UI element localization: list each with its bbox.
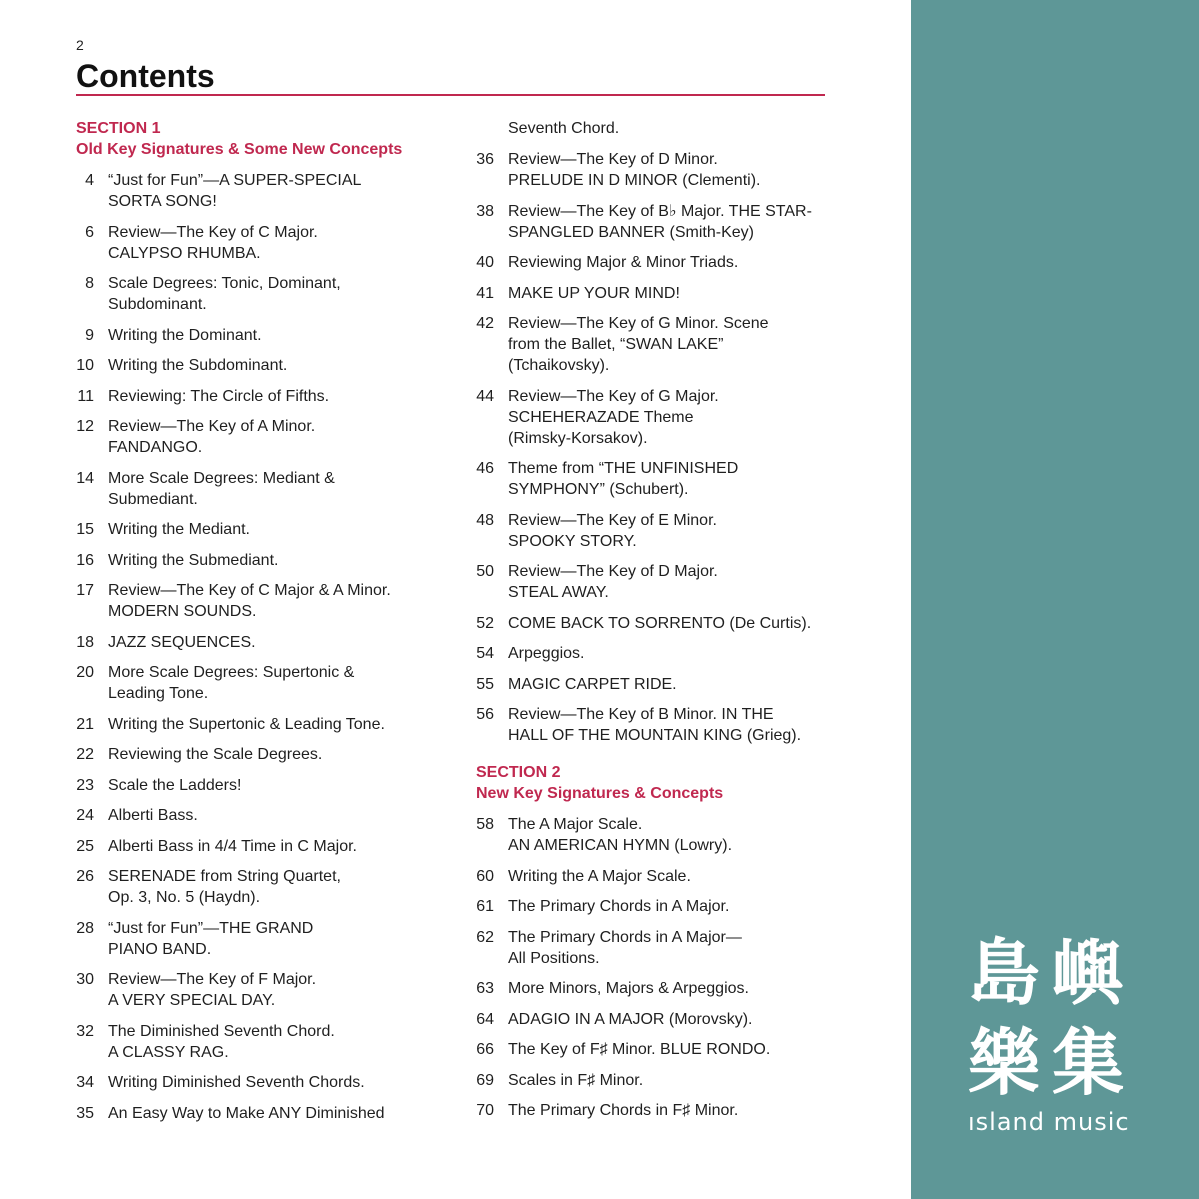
toc-entry: [76, 170, 436, 212]
toc-page-number: 46: [476, 460, 494, 477]
section-1-heading: [76, 118, 436, 160]
toc-page-number: 61: [476, 898, 494, 915]
toc-page-number: 41: [476, 284, 494, 302]
toc-entry: [476, 313, 856, 376]
page-title: Contents: [76, 58, 215, 94]
toc-page-number: 23: [76, 776, 94, 794]
toc-entry-title: The Diminished Seventh Chord. A CLASSY RAG.: [108, 1022, 335, 1061]
toc-entry-title: The A Major Scale. AN AMERICAN HYMN (Lowry).: [508, 816, 733, 854]
toc-entry-title: The Key of F♯ Minor. BLUE RONDO.: [508, 1041, 771, 1058]
toc-entry-title: Alberti Bass.: [108, 807, 198, 824]
toc-entry: [476, 896, 856, 917]
toc-entry-title: Review—The Key of F Major. A VERY SPECIAL DAY.: [108, 971, 317, 1009]
toc-entry: [476, 866, 856, 887]
toc-entry: [476, 283, 856, 304]
toc-page-number: 25: [76, 837, 94, 855]
toc-entry-title: JAZZ SEQUENCES.: [108, 633, 256, 651]
toc-entry-title: Scales in F♯ Minor.: [508, 1071, 644, 1089]
toc-page-number: 62: [476, 928, 494, 946]
logo-english: ısland music: [968, 1108, 1130, 1136]
toc-page-number: 70: [476, 1102, 494, 1119]
toc-entry: [476, 927, 856, 969]
toc-entry: [476, 252, 856, 273]
toc-entry: [76, 386, 436, 407]
toc-entry-title: Arpeggios.: [508, 645, 585, 662]
toc-entry: [476, 1070, 856, 1091]
toc-page-number: 17: [76, 582, 94, 599]
toc-list-right: [476, 149, 856, 746]
toc-page-number: 8: [85, 275, 94, 292]
logo-cjk-line-1: 島嶼: [968, 931, 1137, 1015]
toc-entry-title: SERENADE from String Quartet, Op. 3, No. 5 (Haydn).: [108, 868, 341, 906]
toc-entry: [476, 201, 856, 243]
toc-page-number: 15: [76, 521, 94, 538]
toc-page-number: 54: [476, 645, 494, 662]
toc-entry: [76, 325, 436, 346]
toc-entry: [476, 458, 856, 500]
toc-entry: [476, 978, 856, 999]
toc-page-number: 64: [476, 1010, 494, 1028]
toc-entry-title: The Primary Chords in A Major— All Positions.: [508, 928, 742, 967]
toc-entry-title: “Just for Fun”—A SUPER-SPECIAL SORTA SONG!: [108, 172, 362, 210]
toc-page-number: 30: [76, 971, 94, 988]
toc-page-number: 20: [76, 664, 94, 681]
toc-entry: [76, 222, 436, 264]
toc-entry-title: Writing Diminished Seventh Chords.: [108, 1074, 365, 1091]
toc-entry: [76, 632, 436, 653]
toc-entry-title: Review—The Key of G Minor. Scene from the Ballet, “SWAN LAKE” (Tchaikovsky).: [508, 315, 769, 374]
toc-entry: [76, 744, 436, 765]
toc-entry-title: More Minors, Majors & Arpeggios.: [508, 980, 749, 997]
toc-page-number: 10: [76, 357, 94, 374]
toc-entry: [76, 714, 436, 735]
toc-entry: [476, 814, 856, 856]
toc-page-number: 58: [476, 816, 494, 833]
toc-entry-title: Alberti Bass in 4/4 Time in C Major.: [108, 837, 357, 855]
toc-entry: [476, 704, 856, 746]
toc-entry-title: Review—The Key of C Major & A Minor. MODERN SOUNDS.: [108, 582, 391, 620]
toc-entry: [476, 510, 856, 552]
section-1-label: SECTION 1: [76, 120, 161, 137]
toc-page-number: 60: [476, 867, 494, 885]
toc-entry: [76, 1021, 436, 1063]
toc-entry: [76, 273, 436, 315]
toc-entry-title: Review—The Key of D Major. STEAL AWAY.: [508, 563, 718, 601]
toc-page-number: 26: [76, 868, 94, 885]
toc-entry-title: Review—The Key of G Major. SCHEHERAZADE Theme (Rimsky-Korsakov).: [508, 387, 719, 447]
toc-page-number: 38: [476, 202, 494, 220]
toc-entry-title: Reviewing the Scale Degrees.: [108, 746, 323, 763]
toc-entry-title: ADAGIO IN A MAJOR (Morovsky).: [508, 1010, 753, 1028]
toc-entry: [76, 662, 436, 704]
toc-entry: [476, 643, 856, 664]
toc-page-number: 21: [76, 715, 94, 733]
toc-entry: [76, 775, 436, 796]
toc-entry: [476, 613, 856, 634]
toc-entry: [476, 561, 856, 603]
toc-entry-title: An Easy Way to Make ANY Diminished: [108, 1104, 385, 1122]
toc-page-number: 18: [76, 633, 94, 651]
toc-left-column: [76, 118, 436, 1124]
toc-entry-title: Theme from “THE UNFINISHED SYMPHONY” (Schubert).: [508, 460, 739, 498]
toc-entry: [476, 1009, 856, 1030]
toc-entry-title: Writing the Submediant.: [108, 551, 279, 569]
toc-page-number: 28: [76, 919, 94, 937]
toc-page-number: 32: [76, 1022, 94, 1040]
toc-entry-title: Review—The Key of A Minor. FANDANGO.: [108, 418, 316, 456]
toc-entry: [476, 674, 856, 695]
toc-entry-title: Review—The Key of E Minor. SPOOKY STORY.: [508, 511, 717, 550]
continuation-text: Seventh Chord.: [508, 120, 620, 137]
toc-entry-title: Writing the Dominant.: [108, 326, 262, 344]
page-number: 2: [76, 37, 84, 53]
toc-page-number: 14: [76, 469, 94, 487]
toc-entry-title: Scale the Ladders!: [108, 776, 242, 794]
toc-list-section-2: [476, 814, 856, 1121]
toc-entry-title: Review—The Key of D Minor. PRELUDE IN D MINOR (Clementi).: [508, 151, 761, 189]
island-music-logo: [968, 928, 1148, 1136]
toc-right-column: [476, 118, 856, 1121]
toc-page-number: 35: [76, 1104, 94, 1122]
toc-page-number: 48: [476, 511, 494, 529]
toc-entry-title: Reviewing: The Circle of Fifths.: [108, 387, 330, 405]
section-2-heading: [476, 762, 856, 804]
toc-page-number: 50: [476, 563, 494, 580]
toc-page-number: 4: [85, 172, 94, 189]
toc-entry: [76, 836, 436, 857]
toc-entry: [476, 386, 856, 449]
toc-entry: [76, 805, 436, 826]
toc-entry-title: The Primary Chords in F♯ Minor.: [508, 1102, 739, 1119]
toc-page-number: 12: [76, 418, 94, 435]
toc-entry: [76, 355, 436, 376]
toc-page-number: 66: [476, 1041, 494, 1058]
toc-entry-title: More Scale Degrees: Mediant & Submediant.: [108, 469, 335, 508]
toc-page-number: 11: [77, 387, 94, 405]
toc-entry: [76, 1103, 436, 1124]
toc-entry-title: MAGIC CARPET RIDE.: [508, 675, 677, 693]
toc-entry: [76, 550, 436, 571]
toc-page-number: 36: [476, 151, 494, 168]
toc-page-number: 6: [85, 223, 94, 241]
section-2-title: New Key Signatures & Concepts: [476, 785, 724, 802]
toc-page-number: 52: [476, 614, 494, 632]
section-1-title: Old Key Signatures & Some New Concepts: [76, 141, 403, 158]
toc-entry-title: Writing the Supertonic & Leading Tone.: [108, 715, 385, 733]
toc-page-number: 55: [476, 675, 494, 693]
toc-entry-title: Writing the Subdominant.: [108, 357, 288, 374]
toc-page-number: 42: [476, 315, 494, 332]
title-rule: [76, 94, 825, 96]
toc-page-number: 24: [76, 807, 94, 824]
toc-page-number: 22: [76, 746, 94, 763]
toc-entry: [476, 1039, 856, 1060]
toc-entry-title: COME BACK TO SORRENTO (De Curtis).: [508, 614, 812, 632]
toc-page-number: 69: [476, 1071, 494, 1089]
toc-entry-title: MAKE UP YOUR MIND!: [508, 284, 680, 302]
toc-entry-title: Review—The Key of B♭ Major. THE STAR- SPANGLED BANNER (Smith-Key): [508, 202, 812, 241]
toc-entry: [76, 519, 436, 540]
toc-entry-title: Writing the Mediant.: [108, 521, 250, 538]
toc-page-number: 44: [476, 387, 494, 405]
toc-entry-title: More Scale Degrees: Supertonic & Leading Tone.: [108, 664, 355, 702]
toc-page-number: 56: [476, 706, 494, 723]
toc-entry-title: Review—The Key of B Minor. IN THE HALL OF THE MOUNTAIN KING (Grieg).: [508, 706, 802, 744]
toc-list-left: [76, 170, 436, 1124]
toc-entry-title: “Just for Fun”—THE GRAND PIANO BAND.: [108, 919, 314, 958]
toc-page-number: 34: [76, 1074, 94, 1091]
section-2-label: SECTION 2: [476, 764, 561, 781]
toc-entry-title: Review—The Key of C Major. CALYPSO RHUMBA.: [108, 223, 318, 262]
toc-entry: [76, 969, 436, 1011]
toc-entry: [76, 1072, 436, 1093]
toc-page-number: 63: [476, 980, 494, 997]
toc-entry: [476, 1100, 856, 1121]
toc-page-number: 9: [85, 326, 94, 344]
toc-entry-title: Writing the A Major Scale.: [508, 867, 691, 885]
toc-entry-title: The Primary Chords in A Major.: [508, 898, 730, 915]
toc-entry-title: Reviewing Major & Minor Triads.: [508, 254, 739, 271]
toc-page-number: 16: [76, 551, 94, 569]
toc-entry: [76, 918, 436, 960]
toc-entry-title: Scale Degrees: Tonic, Dominant, Subdominant.: [108, 275, 341, 313]
toc-entry: [476, 149, 856, 191]
toc-entry: [76, 580, 436, 622]
logo-cjk-line-2: 樂集: [968, 1021, 1137, 1105]
toc-page-number: 40: [476, 254, 494, 271]
toc-entry: [76, 866, 436, 908]
toc-entry: [76, 416, 436, 458]
toc-entry: [76, 468, 436, 510]
